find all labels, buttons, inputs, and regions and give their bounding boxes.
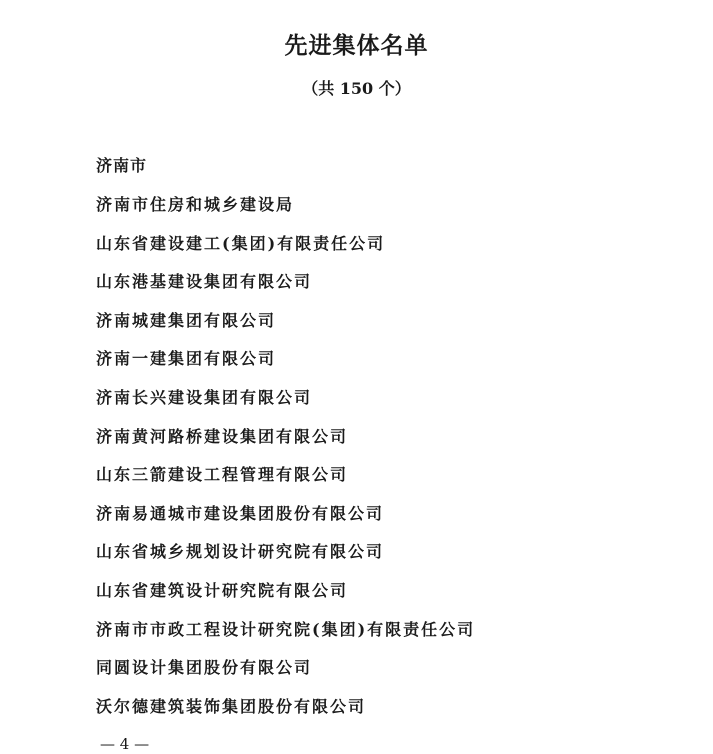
page-title: 先进集体名单 — [284, 32, 429, 59]
list-item: 同圆设计集团股份有限公司 — [96, 658, 313, 678]
list-item: 济南黄河路桥建设集团有限公司 — [96, 426, 349, 446]
organization-list — [96, 193, 475, 733]
list-item: 山东省城乡规划设计研究院有限公司 — [96, 542, 385, 562]
list-item: 济南城建集团有限公司 — [96, 310, 277, 330]
list-item: 沃尔德建筑装饰集团股份有限公司 — [96, 696, 367, 716]
page-subtitle: （共 150 个） — [302, 79, 411, 98]
list-item: 济南市市政工程设计研究院(集团)有限责任公司 — [96, 619, 476, 639]
list-item: 山东三箭建设工程管理有限公司 — [96, 465, 349, 485]
list-item: 济南易通城市建设集团股份有限公司 — [96, 503, 385, 523]
page-number: — 4 — — [100, 735, 150, 753]
section-heading-jinan: 济南市 — [96, 156, 148, 175]
list-item: 山东省建筑设计研究院有限公司 — [96, 580, 349, 600]
list-item: 济南市住房和城乡建设局 — [96, 195, 295, 214]
list-item: 山东省建设建工(集团)有限责任公司 — [96, 233, 386, 253]
list-item: 济南长兴建设集团有限公司 — [96, 387, 313, 407]
list-item: 济南一建集团有限公司 — [96, 349, 277, 369]
list-item: 山东港基建设集团有限公司 — [96, 272, 313, 292]
